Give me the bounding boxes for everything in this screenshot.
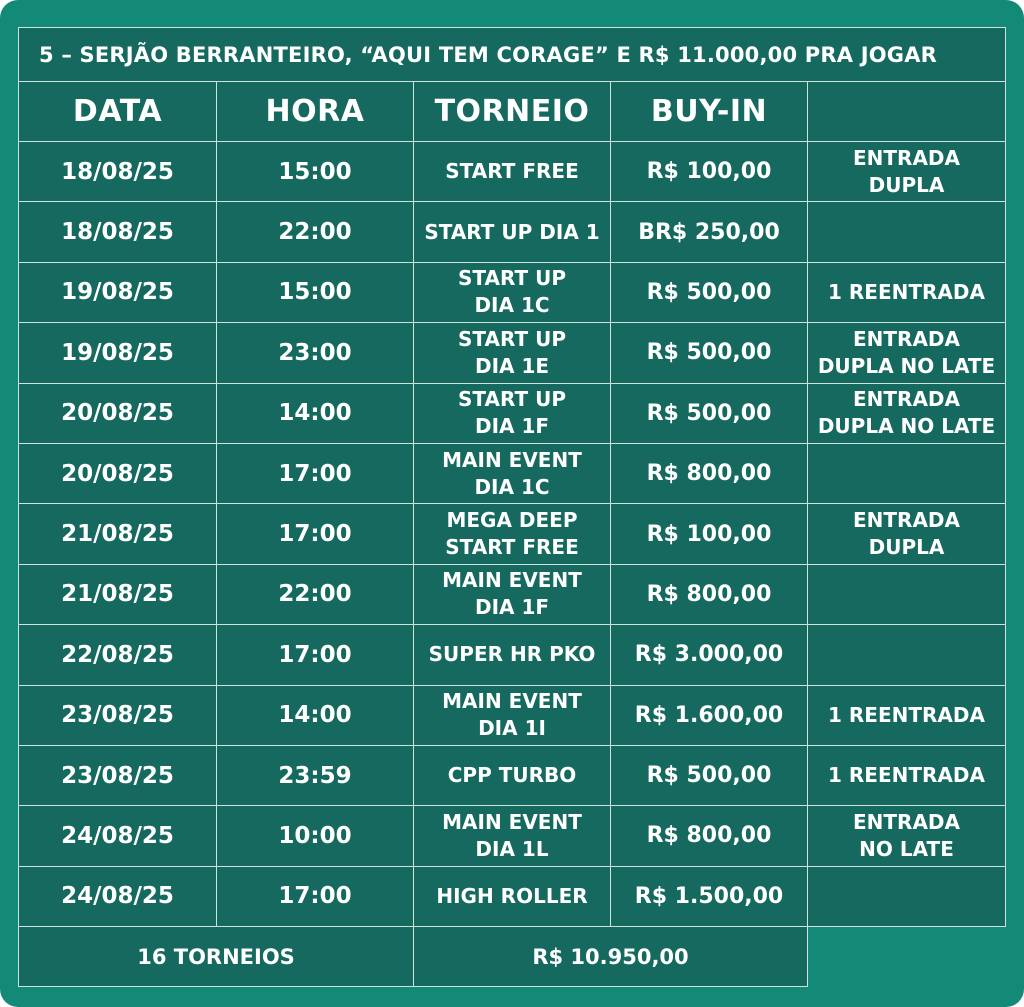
cell-date: 20/08/25 (19, 443, 217, 503)
cell-notes: ENTRADA DUPLA (808, 504, 1006, 564)
cell-time: 15:00 (217, 262, 414, 322)
cell-buyin: R$ 800,00 (611, 564, 808, 624)
totals-empty-cell (808, 927, 1006, 987)
cell-tournament: MAIN EVENT DIA 1I (414, 685, 611, 745)
cell-time: 23:00 (217, 323, 414, 383)
cell-notes: 1 REENTRADA (808, 685, 1006, 745)
cell-tournament: SUPER HR PKO (414, 625, 611, 685)
cell-time: 10:00 (217, 806, 414, 866)
cell-notes (808, 564, 1006, 624)
cell-buyin: BR$ 250,00 (611, 202, 808, 262)
cell-notes (808, 625, 1006, 685)
cell-date: 19/08/25 (19, 323, 217, 383)
cell-buyin: R$ 800,00 (611, 443, 808, 503)
cell-time: 17:00 (217, 625, 414, 685)
table-row (19, 262, 1006, 322)
cell-time: 23:59 (217, 745, 414, 805)
cell-notes: ENTRADA DUPLA (808, 142, 1006, 202)
table-row (19, 564, 1006, 624)
cell-buyin: R$ 500,00 (611, 262, 808, 322)
cell-tournament: MAIN EVENT DIA 1L (414, 806, 611, 866)
cell-tournament: START UP DIA 1F (414, 383, 611, 443)
header-buyin: BUY-IN (611, 82, 808, 142)
cell-buyin: R$ 500,00 (611, 323, 808, 383)
title-row (19, 28, 1006, 82)
cell-date: 19/08/25 (19, 262, 217, 322)
cell-notes: 1 REENTRADA (808, 745, 1006, 805)
table-row (19, 142, 1006, 202)
cell-date: 23/08/25 (19, 685, 217, 745)
table-row (19, 625, 1006, 685)
table-row (19, 383, 1006, 443)
cell-buyin: R$ 100,00 (611, 504, 808, 564)
cell-date: 22/08/25 (19, 625, 217, 685)
cell-tournament: START UP DIA 1E (414, 323, 611, 383)
totals-row (19, 927, 1006, 987)
table-row (19, 745, 1006, 805)
cell-notes: ENTRADA DUPLA NO LATE (808, 323, 1006, 383)
cell-notes (808, 202, 1006, 262)
table-row (19, 323, 1006, 383)
table-row (19, 202, 1006, 262)
cell-date: 23/08/25 (19, 745, 217, 805)
cell-time: 15:00 (217, 142, 414, 202)
cell-buyin: R$ 100,00 (611, 142, 808, 202)
cell-time: 14:00 (217, 685, 414, 745)
table-title: 5 – SERJÃO BERRANTEIRO, “AQUI TEM CORAGE” E R$ 11.000,00 PRA JOGAR (19, 28, 1006, 82)
cell-date: 18/08/25 (19, 202, 217, 262)
cell-notes (808, 443, 1006, 503)
cell-tournament: START FREE (414, 142, 611, 202)
cell-buyin: R$ 500,00 (611, 383, 808, 443)
cell-time: 17:00 (217, 504, 414, 564)
cell-time: 17:00 (217, 443, 414, 503)
cell-tournament: MEGA DEEP START FREE (414, 504, 611, 564)
cell-date: 21/08/25 (19, 564, 217, 624)
cell-date: 20/08/25 (19, 383, 217, 443)
header-hora: HORA (217, 82, 414, 142)
header-notes (808, 82, 1006, 142)
table-row (19, 806, 1006, 866)
cell-notes: ENTRADA DUPLA NO LATE (808, 383, 1006, 443)
cell-tournament: START UP DIA 1 (414, 202, 611, 262)
tournament-schedule-table (18, 27, 1006, 987)
cell-time: 17:00 (217, 866, 414, 926)
cell-time: 22:00 (217, 202, 414, 262)
table-row (19, 685, 1006, 745)
cell-buyin: R$ 800,00 (611, 806, 808, 866)
cell-tournament: CPP TURBO (414, 745, 611, 805)
total-tournaments: 16 TORNEIOS (19, 927, 414, 987)
header-row (19, 82, 1006, 142)
cell-buyin: R$ 1.500,00 (611, 866, 808, 926)
cell-time: 22:00 (217, 564, 414, 624)
cell-time: 14:00 (217, 383, 414, 443)
table-row (19, 866, 1006, 926)
cell-buyin: R$ 500,00 (611, 745, 808, 805)
cell-tournament: START UP DIA 1C (414, 262, 611, 322)
table-row (19, 504, 1006, 564)
cell-date: 24/08/25 (19, 806, 217, 866)
cell-notes: ENTRADA NO LATE (808, 806, 1006, 866)
cell-buyin: R$ 1.600,00 (611, 685, 808, 745)
cell-date: 21/08/25 (19, 504, 217, 564)
cell-buyin: R$ 3.000,00 (611, 625, 808, 685)
cell-tournament: HIGH ROLLER (414, 866, 611, 926)
header-torneio: TORNEIO (414, 82, 611, 142)
header-data: DATA (19, 82, 217, 142)
cell-date: 24/08/25 (19, 866, 217, 926)
total-buyin: R$ 10.950,00 (414, 927, 808, 987)
cell-tournament: MAIN EVENT DIA 1C (414, 443, 611, 503)
table-row (19, 443, 1006, 503)
cell-notes: 1 REENTRADA (808, 262, 1006, 322)
cell-tournament: MAIN EVENT DIA 1F (414, 564, 611, 624)
cell-date: 18/08/25 (19, 142, 217, 202)
cell-notes (808, 866, 1006, 926)
